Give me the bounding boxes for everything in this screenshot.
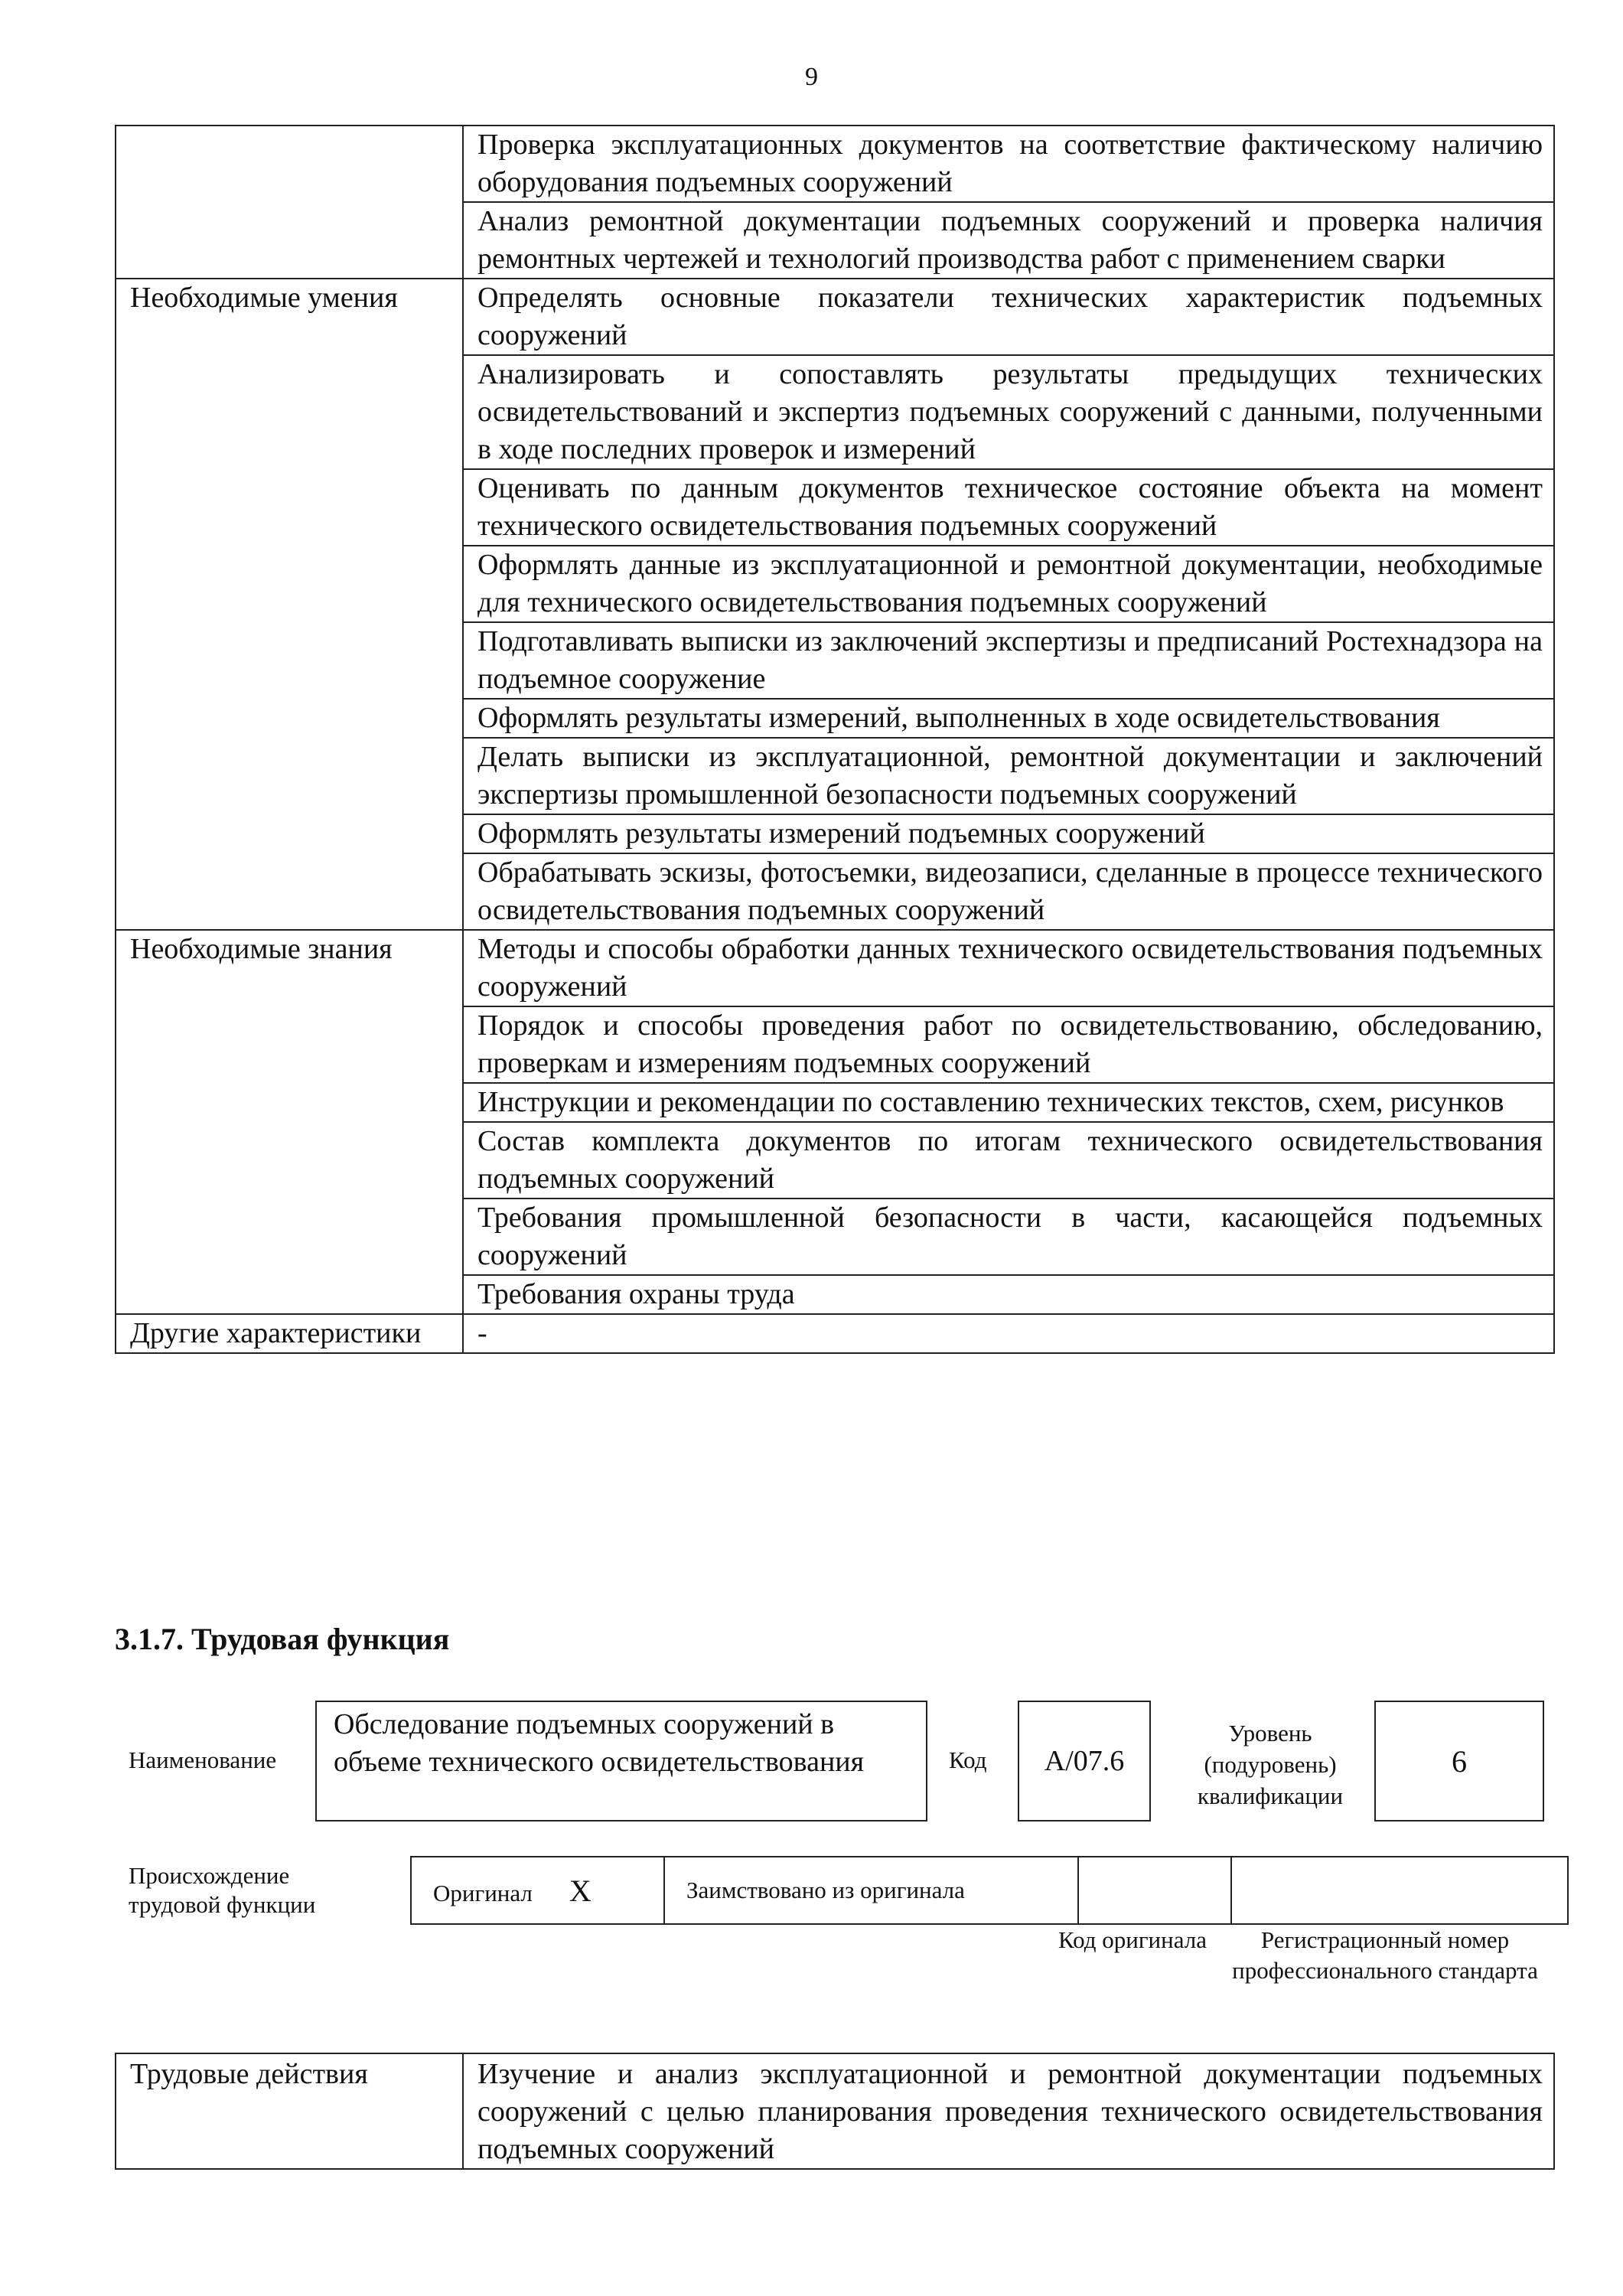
code-original-caption: Код оригинала bbox=[1058, 1926, 1207, 1953]
name-label: Наименование bbox=[129, 1746, 277, 1773]
origin-original-cell bbox=[411, 1857, 664, 1924]
level-label: Уровень (подуровень) квалификации bbox=[1197, 1720, 1344, 1809]
table-cell: Обрабатывать эскизы, фотосъемки, видеозаписи, сделанные в процессе технического освидетельствования подъемных сооружений bbox=[463, 853, 1554, 930]
table-row bbox=[116, 930, 1554, 1006]
table-cell: Состав комплекта документов по итогам технического освидетельствования подъемных сооружений bbox=[463, 1122, 1554, 1199]
origin-code-cell bbox=[1078, 1857, 1231, 1924]
table-cell: Проверка эксплуатационных документов на соответствие фактическому наличию оборудования подъемных сооружений bbox=[463, 126, 1554, 202]
function-name-box: Обследование подъемных сооружений в объеме технического освидетельствования bbox=[315, 1701, 927, 1821]
code-label: Код bbox=[949, 1746, 987, 1773]
row-group-label bbox=[116, 126, 463, 279]
origin-label: Происхождение трудовой функции bbox=[129, 1862, 316, 1918]
reg-number-caption: Регистрационный номер профессионального стандарта bbox=[1232, 1926, 1538, 1984]
table-cell: Оценивать по данным документов техническое состояние объекта на момент технического освидетельствования подъемных сооружений bbox=[463, 469, 1554, 546]
table-cell: Определять основные показатели технических характеристик подъемных сооружений bbox=[463, 279, 1554, 355]
table-cell: Методы и способы обработки данных технического освидетельствования подъемных сооружений bbox=[463, 930, 1554, 1006]
table-cell: Оформлять данные из эксплуатационной и ремонтной документации, необходимые для технического освидетельствования подъемных сооружений bbox=[463, 546, 1554, 622]
origin-borrowed-cell: Заимствовано из оригинала bbox=[664, 1857, 1078, 1924]
section-title: 3.1.7. Трудовая функция bbox=[115, 1622, 450, 1656]
page-number: 9 bbox=[805, 63, 818, 91]
table-cell: Делать выписки из эксплуатационной, ремонтной документации и заключений экспертизы промышленной безопасности подъемных сооружений bbox=[463, 738, 1554, 814]
labor-actions-table bbox=[115, 2053, 1555, 2170]
table-row bbox=[116, 126, 1554, 202]
origin-table bbox=[410, 1856, 1569, 1925]
table-cell: Анализ ремонтной документации подъемных сооружений и проверка наличия ремонтных чертежей и технологий производства работ с применением сварки bbox=[463, 202, 1554, 279]
table-cell: Оформлять результаты измерений подъемных сооружений bbox=[463, 814, 1554, 853]
table-cell: Анализировать и сопоставлять результаты предыдущих технических освидетельствований и экспертиз подъемных сооружений с данными, полученными в ходе последних проверок и измерений bbox=[463, 355, 1554, 469]
table-cell: Требования промышленной безопасности в части, касающейся подъемных сооружений bbox=[463, 1199, 1554, 1275]
origin-reg-cell bbox=[1231, 1857, 1568, 1924]
function-code-box: A/07.6 bbox=[1018, 1701, 1151, 1821]
level-box: 6 bbox=[1374, 1701, 1544, 1821]
table-row bbox=[116, 1314, 1554, 1353]
labor-actions-text: Изучение и анализ эксплуатационной и ремонтной документации подъемных сооружений с целью планирования проведения технического освидетельствования подъемных сооружений bbox=[463, 2053, 1554, 2169]
competency-table bbox=[115, 125, 1555, 1354]
original-label: Оригинал bbox=[433, 1879, 533, 1906]
table-cell: Инструкции и рекомендации по составлению технических текстов, схем, рисунков bbox=[463, 1083, 1554, 1122]
table-cell: Подготавливать выписки из заключений экспертизы и предписаний Ростехнадзора на подъемное сооружение bbox=[463, 622, 1554, 699]
original-mark: X bbox=[569, 1873, 592, 1908]
row-group-label: Другие характеристики bbox=[116, 1314, 463, 1353]
table-cell: Оформлять результаты измерений, выполненных в ходе освидетельствования bbox=[463, 699, 1554, 738]
table-cell: Порядок и способы проведения работ по освидетельствованию, обследованию, проверкам и измерениям подъемных сооружений bbox=[463, 1006, 1554, 1083]
row-group-label: Необходимые знания bbox=[116, 930, 463, 1314]
row-group-label: Необходимые умения bbox=[116, 279, 463, 930]
table-cell: Требования охраны труда bbox=[463, 1275, 1554, 1314]
table-cell: - bbox=[463, 1314, 1554, 1353]
labor-actions-label: Трудовые действия bbox=[116, 2053, 463, 2169]
table-row bbox=[116, 279, 1554, 355]
